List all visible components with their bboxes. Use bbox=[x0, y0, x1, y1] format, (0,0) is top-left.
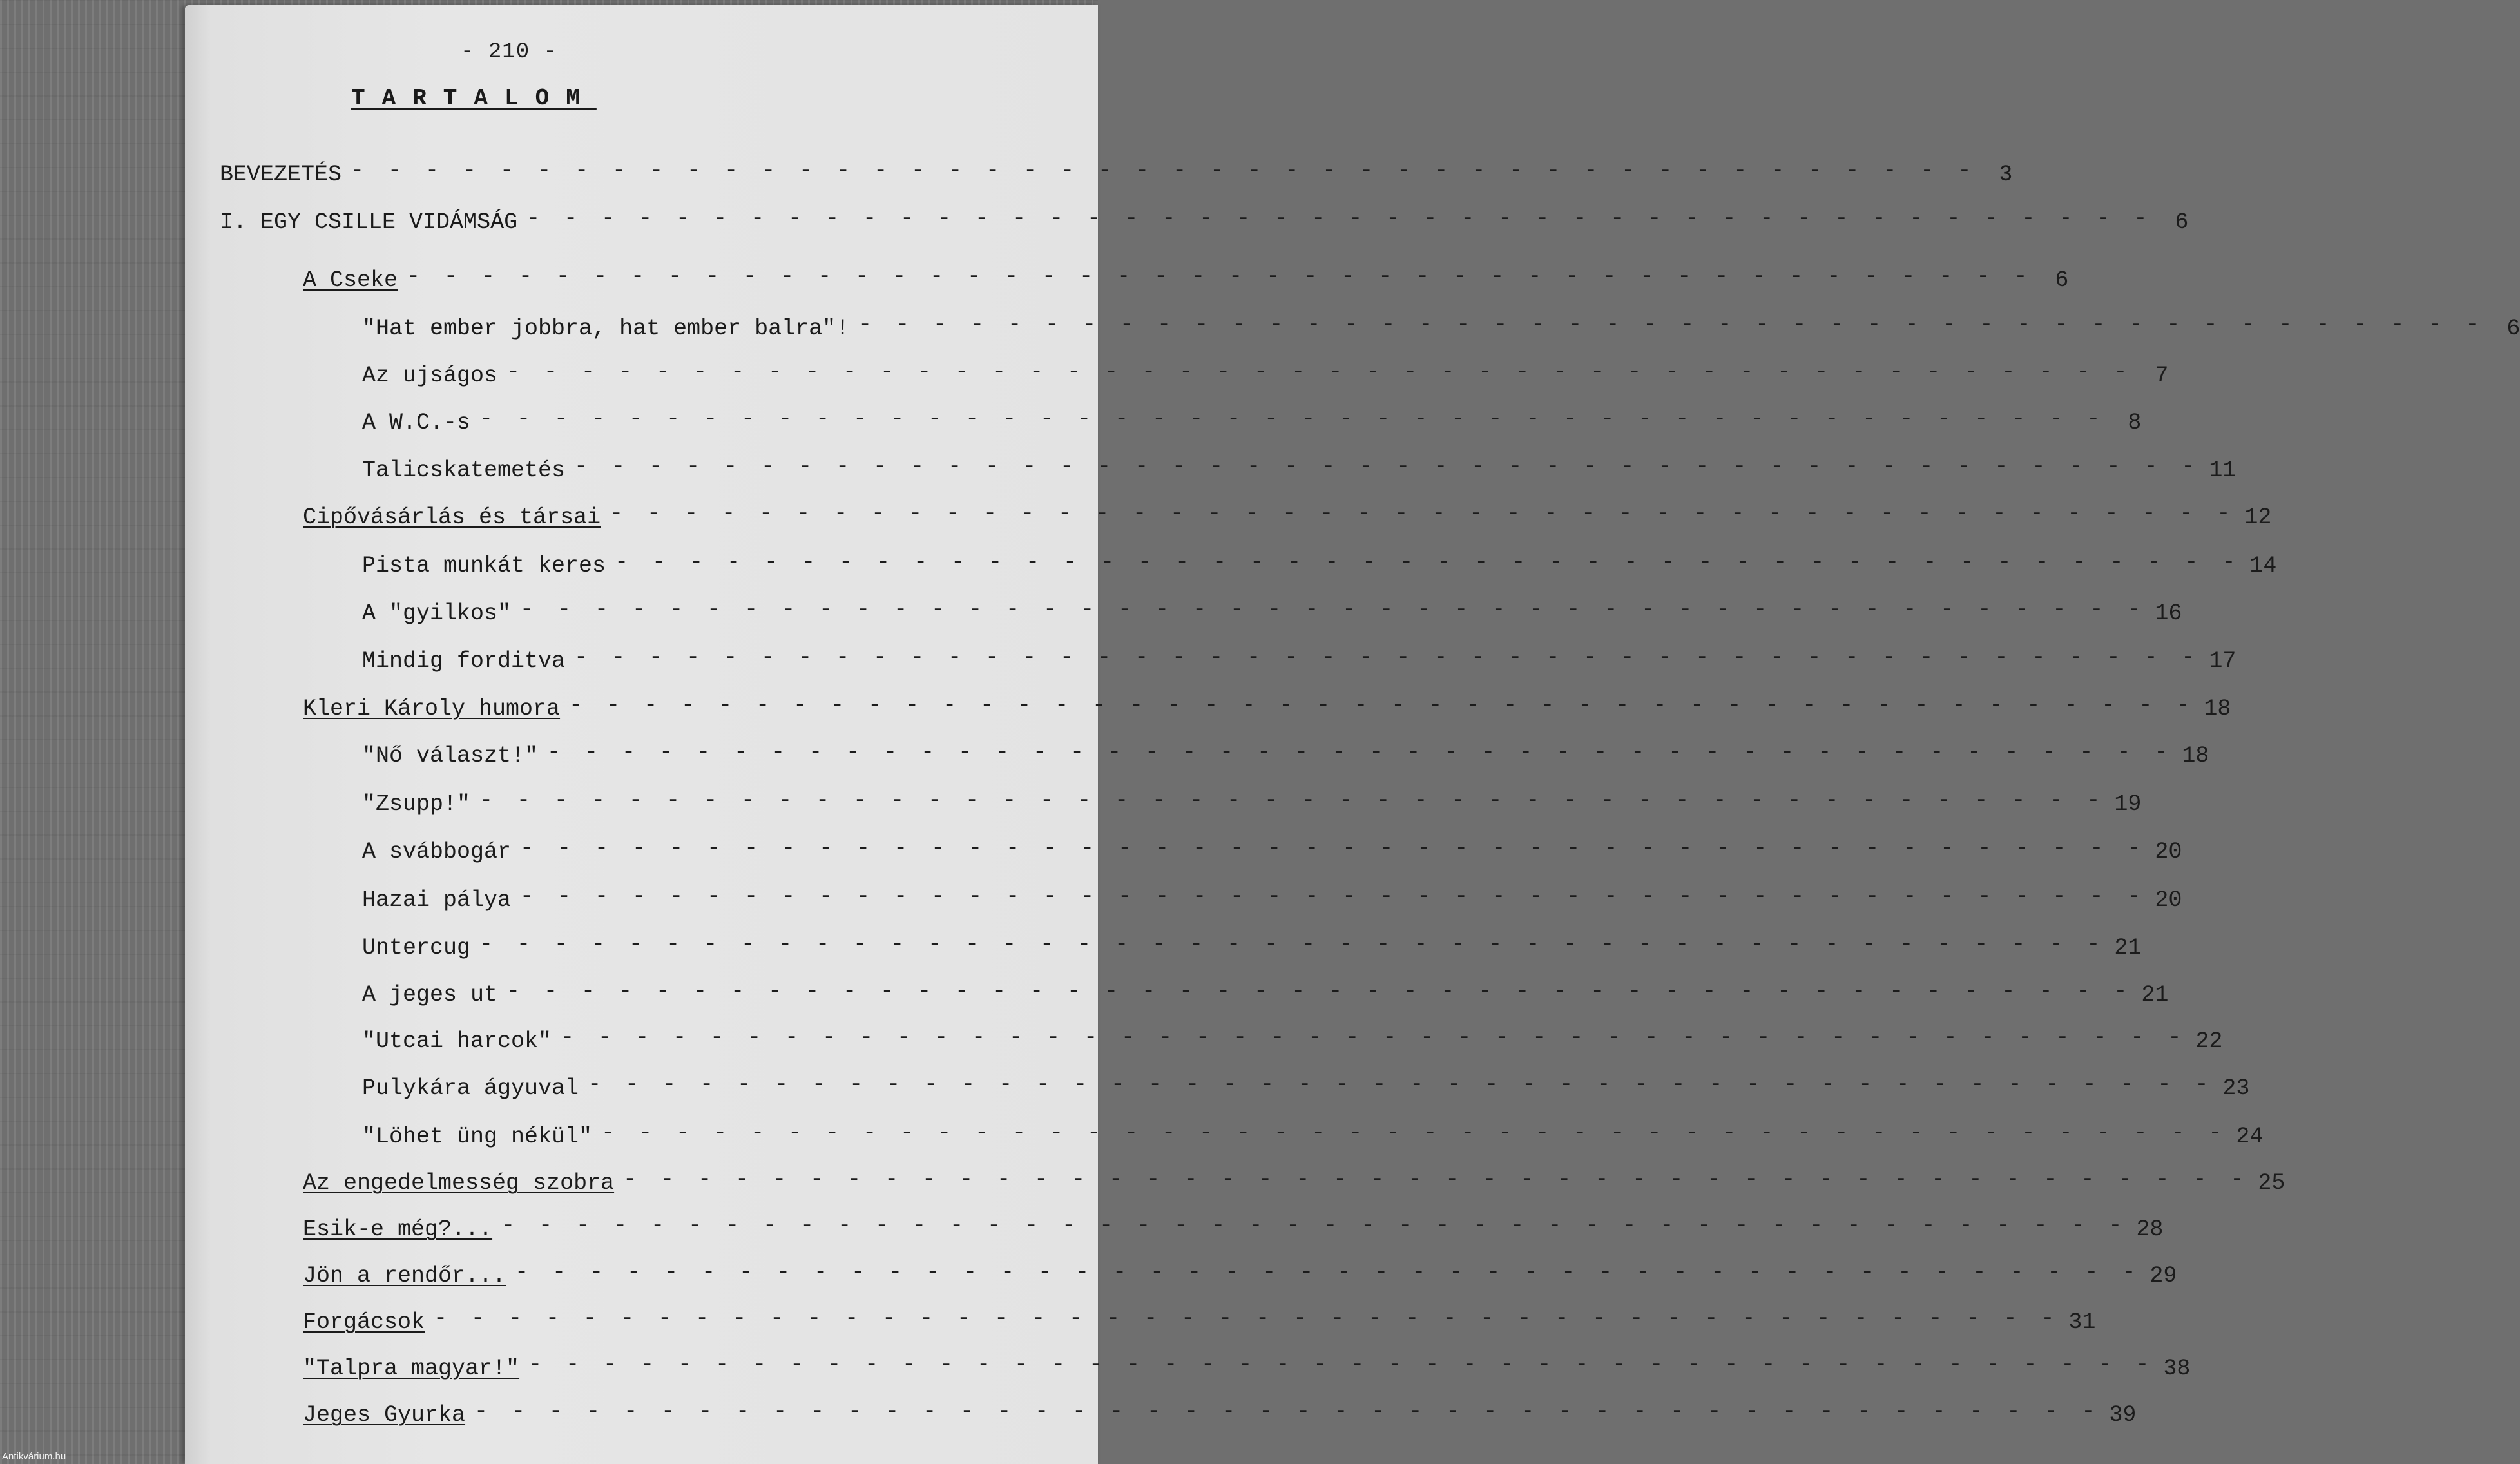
toc-entry bbox=[362, 309, 2520, 342]
toc-entry-label: Kleri Károly humora bbox=[303, 696, 561, 722]
toc-entry-label: A jeges ut bbox=[362, 982, 498, 1008]
dot-leader: - - - - - - - - - - - - - - - - - - - - - - - - - - - - - - - - - - - - - - - - - - - - bbox=[858, 312, 2485, 338]
toc-entry bbox=[362, 976, 2169, 1008]
dot-leader: - - - - - - - - - - - - - - - - - - - - - - - - - - - - - - - - - - - - - - - - - - - - bbox=[574, 454, 2200, 479]
dot-leader: - - - - - - - - - - - - - - - - - - - - - - - - - - - - - - - - - - - - - - - - - - - - bbox=[351, 158, 1977, 184]
toc-entry-page: 18 bbox=[2204, 696, 2231, 722]
dot-leader: - - - - - - - - - - - - - - - - - - - - - - - - - - - - - - - - - - - - - - - - - - - - bbox=[515, 1259, 2141, 1285]
toc-entry bbox=[303, 1303, 2096, 1335]
dot-leader: - - - - - - - - - - - - - - - - - - - - - - - - - - - - - - - - - - - - - - - - - - - - bbox=[474, 1398, 2101, 1424]
toc-entry bbox=[362, 451, 2236, 483]
toc-entry-label: A Cseke bbox=[303, 267, 398, 293]
dot-leader: - - - - - - - - - - - - - - - - - - - - - - - - - - - - - - - - - - - - - - - - - - - - bbox=[479, 406, 2106, 432]
toc-entry-label: Cipővásárlás és társai bbox=[303, 505, 601, 530]
toc-entry bbox=[362, 929, 2142, 961]
toc-entry-page: 38 bbox=[2163, 1356, 2191, 1382]
toc-entry-label: Pulykára ágyuval bbox=[362, 1075, 579, 1101]
dot-leader: - - - - - - - - - - - - - - - - - - - - - - - - - - - - - - - - - - - - - - - - - - - - bbox=[520, 835, 2146, 861]
toc-entry bbox=[362, 1022, 2223, 1054]
dot-leader: - - - - - - - - - - - - - - - - - - - - - - - - - - - - - - - - - - - - - - - - - - - - bbox=[601, 1120, 2227, 1146]
toc-entry-label: I. EGY CSILLE VIDÁMSÁG bbox=[220, 209, 518, 235]
toc-entry-label: Esik-e még?... bbox=[303, 1217, 493, 1242]
toc-entry-page: 14 bbox=[2249, 553, 2277, 579]
toc-entry bbox=[303, 261, 2069, 293]
toc-entry-page: 22 bbox=[2195, 1028, 2223, 1054]
toc-entry-label: BEVEZETÉS bbox=[220, 162, 342, 188]
toc-entry bbox=[362, 785, 2142, 817]
dot-leader: - - - - - - - - - - - - - - - - - - - - - - - - - - - - - - - - - - - - - - - - - - - - bbox=[588, 1072, 2214, 1097]
toc-entry-page: 21 bbox=[2114, 935, 2142, 961]
toc-entry-page: 11 bbox=[2209, 458, 2236, 483]
toc-entry bbox=[303, 1349, 2191, 1382]
dot-leader: - - - - - - - - - - - - - - - - - - - - - - - - - - - - - - - - - - - - - - - - - - - - bbox=[479, 931, 2106, 957]
toc-entry-page: 20 bbox=[2155, 839, 2182, 865]
toc-entry bbox=[362, 1117, 2264, 1150]
toc-entry-page: 17 bbox=[2209, 648, 2236, 674]
toc-entry-label: "Nő választ!" bbox=[362, 743, 539, 769]
toc-entry bbox=[303, 498, 2272, 530]
toc-entry-label: Talicskatemetés bbox=[362, 458, 566, 483]
dot-leader: - - - - - - - - - - - - - - - - - - - - - - - - - - - - - - - - - - - - - - - - - - - - bbox=[561, 1025, 2187, 1050]
toc-entry-label: Mindig forditva bbox=[362, 648, 566, 674]
dot-leader: - - - - - - - - - - - - - - - - - - - - - - - - - - - - - - - - - - - - - - - - - - - - bbox=[615, 549, 2241, 575]
dot-leader: - - - - - - - - - - - - - - - - - - - - - - - - - - - - - - - - - - - - - - - - - - - - bbox=[526, 206, 2153, 231]
toc-entry-label: "Talpra magyar!" bbox=[303, 1356, 520, 1382]
toc-entry-page: 18 bbox=[2182, 743, 2209, 769]
dot-leader: - - - - - - - - - - - - - - - - - - - - - - - - - - - - - - - - - - - - - - - - - - - - bbox=[528, 1352, 2155, 1378]
toc-entry-page: 19 bbox=[2114, 791, 2142, 817]
toc-entry-label: Az engedelmesség szobra bbox=[303, 1170, 615, 1196]
toc-entry bbox=[303, 1396, 2137, 1428]
toc-entry bbox=[220, 203, 2189, 235]
toc-entry-label: Az ujságos bbox=[362, 363, 498, 389]
toc-entry bbox=[362, 594, 2182, 626]
toc-entry-page: 24 bbox=[2236, 1124, 2264, 1150]
toc-entry bbox=[220, 155, 2013, 188]
dot-leader: - - - - - - - - - - - - - - - - - - - - - - - - - - - - - - - - - - - - - - - - - - - - bbox=[569, 692, 2195, 718]
toc-entry-page: 29 bbox=[2150, 1263, 2177, 1289]
toc-entry bbox=[362, 1069, 2250, 1101]
toc-entry-page: 28 bbox=[2136, 1217, 2164, 1242]
toc-entry-page: 23 bbox=[2222, 1075, 2250, 1101]
toc-entry bbox=[303, 689, 2231, 722]
page-title: TARTALOM bbox=[351, 85, 597, 111]
dot-leader: - - - - - - - - - - - - - - - - - - - - - - - - - - - - - - - - - - - - - - - - - - - - bbox=[506, 978, 2133, 1004]
dot-leader: - - - - - - - - - - - - - - - - - - - - - - - - - - - - - - - - - - - - - - - - - - - - bbox=[547, 739, 2173, 765]
toc-entry-label: A svábbogár bbox=[362, 839, 512, 865]
dot-leader: - - - - - - - - - - - - - - - - - - - - - - - - - - - - - - - - - - - - - - - - - - - - bbox=[501, 1213, 2128, 1238]
toc-entry bbox=[362, 356, 2169, 389]
toc-entry bbox=[303, 1257, 2177, 1289]
dot-leader: - - - - - - - - - - - - - - - - - - - - - - - - - - - - - - - - - - - - - - - - - - - - bbox=[574, 644, 2200, 670]
dot-leader: - - - - - - - - - - - - - - - - - - - - - - - - - - - - - - - - - - - - - - - - - - - - bbox=[520, 883, 2146, 909]
dot-leader: - - - - - - - - - - - - - - - - - - - - - - - - - - - - - - - - - - - - - - - - - - - - bbox=[434, 1305, 2060, 1331]
toc-entry-page: 16 bbox=[2155, 601, 2182, 626]
toc-entry bbox=[362, 642, 2236, 674]
toc-entry-page: 8 bbox=[2128, 410, 2142, 436]
toc-entry-page: 31 bbox=[2068, 1309, 2096, 1335]
toc-entry-page: 39 bbox=[2109, 1402, 2137, 1428]
dot-leader: - - - - - - - - - - - - - - - - - - - - - - - - - - - - - - - - - - - - - - - - - - - - bbox=[479, 787, 2106, 813]
toc-entry-label: Jeges Gyurka bbox=[303, 1402, 466, 1428]
toc-entry bbox=[303, 1210, 2164, 1242]
toc-entry-page: 7 bbox=[2155, 363, 2169, 389]
watermark: Antikvárium.hu bbox=[2, 1451, 66, 1462]
toc-entry-page: 21 bbox=[2141, 982, 2169, 1008]
toc-entry-label: "Zsupp!" bbox=[362, 791, 471, 817]
toc-entry-page: 12 bbox=[2244, 505, 2272, 530]
dot-leader: - - - - - - - - - - - - - - - - - - - - - - - - - - - - - - - - - - - - - - - - - - - - bbox=[407, 264, 2033, 289]
toc-entry-label: Pista munkát keres bbox=[362, 553, 606, 579]
toc-entry bbox=[362, 546, 2277, 579]
toc-entry-page: 6 bbox=[2055, 267, 2069, 293]
dot-leader: - - - - - - - - - - - - - - - - - - - - - - - - - - - - - - - - - - - - - - - - - - - - bbox=[520, 597, 2146, 622]
toc-entry bbox=[362, 737, 2209, 769]
toc-entry bbox=[303, 1164, 2285, 1196]
dot-leader: - - - - - - - - - - - - - - - - - - - - - - - - - - - - - - - - - - - - - - - - - - - - bbox=[623, 1166, 2249, 1192]
dot-leader: - - - - - - - - - - - - - - - - - - - - - - - - - - - - - - - - - - - - - - - - - - - - bbox=[610, 501, 2236, 526]
toc-entry-label: A "gyilkos" bbox=[362, 601, 512, 626]
toc-entry-page: 6 bbox=[2175, 209, 2189, 235]
toc-entry-label: A W.C.-s bbox=[362, 410, 471, 436]
toc-entry bbox=[362, 403, 2142, 436]
toc-entry-page: 6 bbox=[2506, 316, 2520, 342]
toc-entry-label: Untercug bbox=[362, 935, 471, 961]
toc-entry-label: Jön a rendőr... bbox=[303, 1263, 506, 1289]
toc-entry-label: Forgácsok bbox=[303, 1309, 425, 1335]
toc-entry-page: 25 bbox=[2258, 1170, 2285, 1196]
toc-entry-label: "Löhet üng nékül" bbox=[362, 1124, 593, 1150]
toc-entry-label: "Utcai harcok" bbox=[362, 1028, 552, 1054]
toc-entry bbox=[362, 833, 2182, 865]
page-number: - 210 - bbox=[461, 40, 557, 64]
dot-leader: - - - - - - - - - - - - - - - - - - - - - - - - - - - - - - - - - - - - - - - - - - - - bbox=[506, 359, 2133, 385]
toc-entry-page: 20 bbox=[2155, 887, 2182, 913]
toc-entry-label: "Hat ember jobbra, hat ember balra"! bbox=[362, 316, 850, 342]
toc-entry-page: 3 bbox=[1999, 162, 2013, 188]
toc-entry bbox=[362, 881, 2182, 913]
toc-entry-label: Hazai pálya bbox=[362, 887, 512, 913]
